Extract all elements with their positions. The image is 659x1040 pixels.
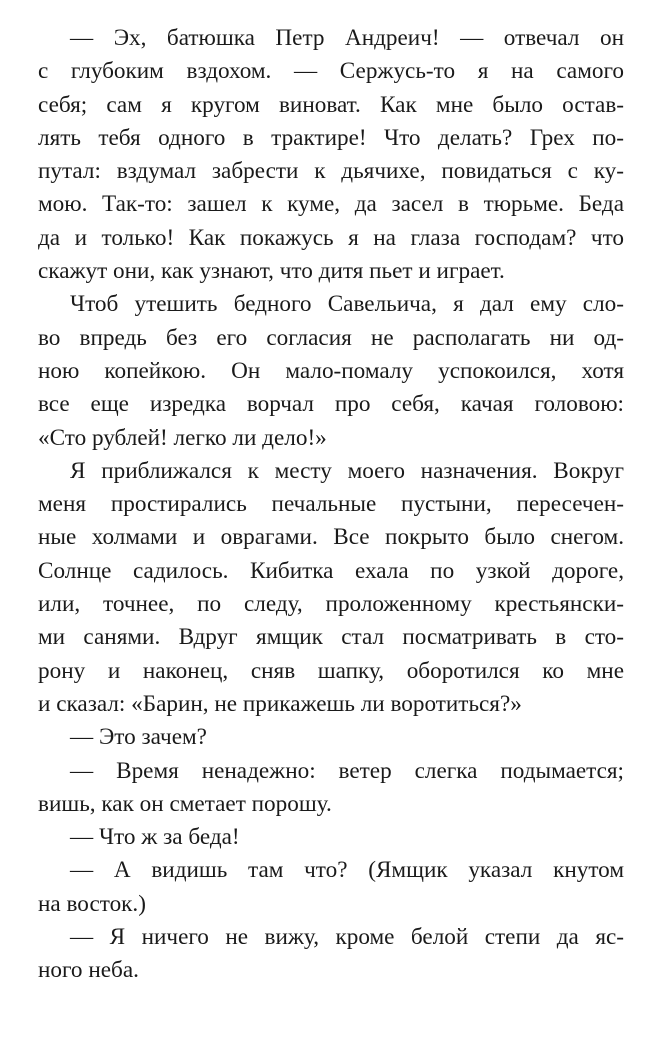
text-line: ною копейкою. Он мало-помалу успокоился, хотя <box>38 357 624 384</box>
text-line: себя; сам я кругом виноват. Как мне было остав- <box>38 91 624 118</box>
book-page <box>38 22 624 988</box>
text-line: мою. Так-то: зашел к куме, да засел в тюрьме. Беда <box>38 191 624 218</box>
text-line: ного неба. <box>38 957 139 984</box>
text-line: скажут они, как узнают, что дитя пьет и играет. <box>38 258 505 285</box>
text-line: «Сто рублей! легко ли дело!» <box>38 424 327 451</box>
paragraph-first-line: — А видишь там что? (Ямщик указал кнутом <box>70 857 624 884</box>
text-line: с глубоким вздохом. — Сержусь-то я на самого <box>38 58 624 85</box>
text-line: во впредь без его согласия не располагать ни од- <box>38 324 624 351</box>
paragraph-first-line: — Эх, батюшка Петр Андреич! — отвечал он <box>70 25 624 51</box>
text-line: да и только! Как покажусь я на глаза господам? что <box>38 224 624 251</box>
text-line: на восток.) <box>38 890 146 917</box>
text-line: путал: вздумал забрести к дьячихе, повидаться с ку- <box>38 158 624 185</box>
text-line: вишь, как он сметает порошу. <box>38 790 332 817</box>
paragraph-first-line: Чтоб утешить бедного Савельича, я дал ему сло- <box>70 291 624 318</box>
text-line: ные холмами и оврагами. Все покрыто было снегом. <box>38 524 624 551</box>
text-line: или, точнее, по следу, проложенному крестьянски- <box>38 591 624 618</box>
text-line: меня простирались печальные пустыни, пересечен- <box>38 491 624 518</box>
text-line: лять тебя одного в трактире! Что делать? Грех по- <box>38 124 624 151</box>
paragraph-first-line: — Я ничего не вижу, кроме белой степи да яс- <box>70 924 624 951</box>
paragraph-first-line: — Время ненадежно: ветер слегка подымается; <box>70 757 624 784</box>
paragraph-first-line: Я приближался к месту моего назначения. Вокруг <box>70 457 624 484</box>
paragraph-first-line: — Что ж за беда! <box>70 824 240 851</box>
text-line: и сказал: «Барин, не прикажешь ли воротиться?» <box>38 690 522 717</box>
text-line: рону и наконец, сняв шапку, оборотился ко мне <box>38 657 624 684</box>
text-line: все еще изредка ворчал про себя, качая головою: <box>38 391 624 418</box>
text-line: Солнце садилось. Кибитка ехала по узкой дороге, <box>38 557 624 584</box>
paragraph-first-line: — Это зачем? <box>70 724 207 751</box>
text-line: ми санями. Вдруг ямщик стал посматривать в сто- <box>38 624 624 651</box>
